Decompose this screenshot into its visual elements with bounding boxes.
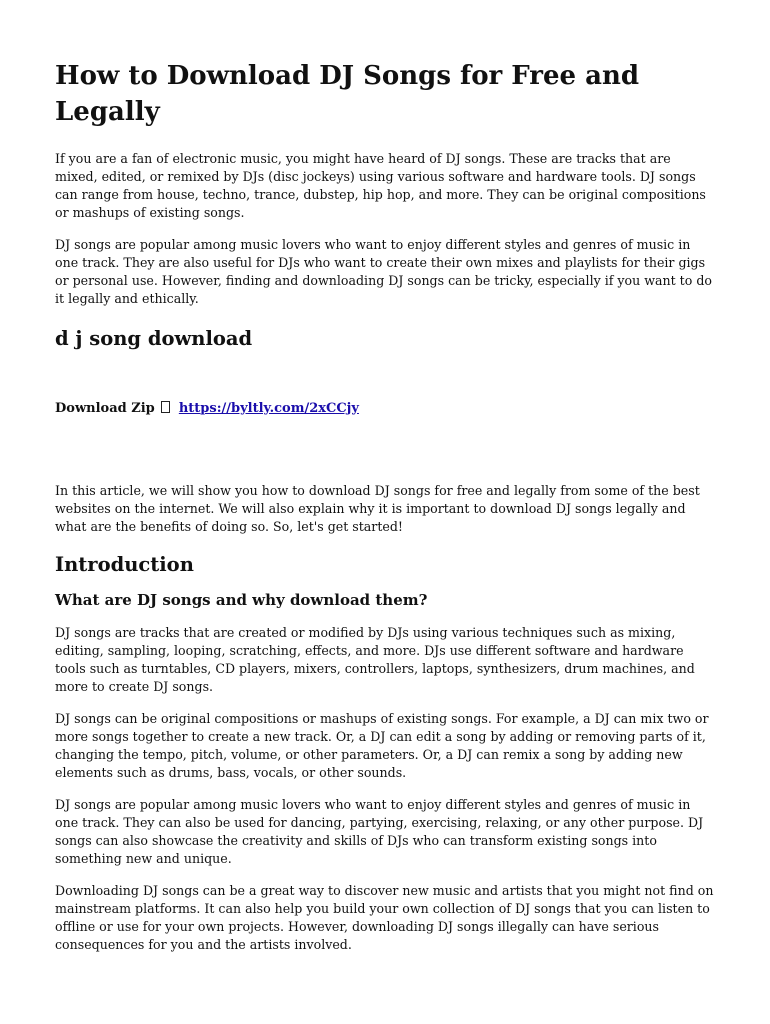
page-title: How to Download DJ Songs for Free and Legally	[55, 61, 640, 127]
body-paragraph-3: DJ songs are popular among music lovers who want to enjoy different styles and genres of music in one track. They can also be used for dancing, partying, exercising, relaxing, or any other purpose. DJ songs can also showcase the creativity and skills of DJs who can transform existing songs into something new and unique.	[55, 797, 704, 866]
body-paragraph-1: DJ songs are tracks that are created or modified by DJs using various techniques such as mixing, editing, sampling, looping, scratching, effects, and more. DJs use different software and hardware tools such as turntables, CD players, mixers, controllers, laptops, synthesizers, drum machines, and more to create DJ songs.	[55, 625, 695, 694]
intro-paragraph-2: DJ songs are popular among music lovers who want to enjoy different styles and genres of music in one track. They are also useful for DJs who want to create their own mixes and playlists for their gigs or personal use. However, finding and downloading DJ songs can be tricky, especially if you want to do it legally and ethically.	[55, 237, 712, 306]
introduction-heading: Introduction	[55, 553, 194, 576]
what-heading: What are DJ songs and why download them?	[55, 591, 428, 609]
body-paragraph-2: DJ songs can be original compositions or mashups of existing songs. For example, a DJ can mix two or more songs together to create a new track. Or, a DJ can edit a song by adding or removing parts of it, changing the tempo, pitch, volume, or other parameters. Or, a DJ can remix a song by adding new elements such as drums, bass, vocals, or other sounds.	[55, 711, 709, 780]
intro-paragraph-1: If you are a fan of electronic music, you might have heard of DJ songs. These are tracks that are mixed, edited, or remixed by DJs (disc jockeys) using various software and hardware tools. DJ songs can range from house, techno, trance, dubstep, hip hop, and more. They can be original compositions or mashups of existing songs.	[55, 151, 706, 220]
download-label: Download Zip	[55, 401, 155, 416]
download-link[interactable]: https://byltly.com/2xCCjy	[178, 401, 359, 416]
article-paragraph: In this article, we will show you how to download DJ songs for free and legally from some of the best websites on the internet. We will also explain why it is important to download DJ songs legally and what are the benefits of doing so. So, let's get started!	[55, 483, 700, 534]
download-line	[55, 400, 715, 418]
keyword-heading: d j song download	[55, 327, 253, 350]
arrow-icon	[161, 401, 170, 413]
body-paragraph-4: Downloading DJ songs can be a great way to discover new music and artists that you might not find on mainstream platforms. It can also help you build your own collection of DJ songs that you can listen to offline or use for your own projects. However, downloading DJ songs illegally can have serious consequences for you and the artists involved.	[55, 883, 714, 952]
